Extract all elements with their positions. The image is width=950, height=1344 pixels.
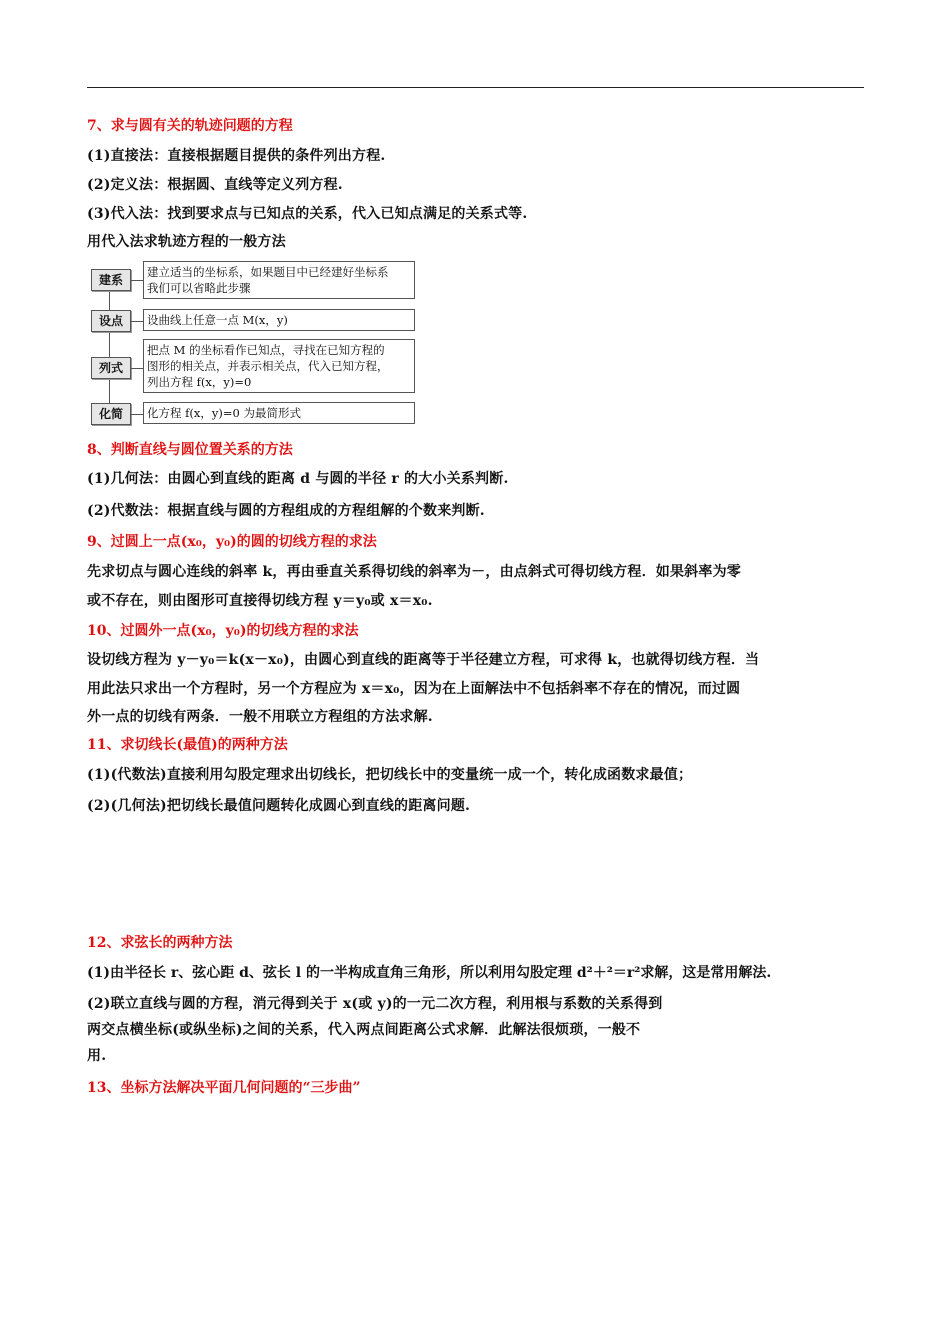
s8-line-1: (1)几何法：由圆心到直线的距离 d 与圆的半径 r 的大小关系判断. — [87, 471, 509, 487]
step-jianxi-desc-line-2: 我们可以省略此步骤 — [147, 281, 251, 295]
step-lieshi: 列式 — [91, 357, 131, 379]
step-huajian-desc — [143, 402, 415, 424]
s8-line-2: (2)代数法：根据直线与圆的方程组成的方程组解的个数来判断. — [87, 503, 485, 519]
flow-spine — [109, 288, 110, 406]
s11-line-2: (2)(几何法)把切线长最值问题转化成圆心到直线的距离问题. — [87, 798, 471, 814]
s7-line-2: (2)定义法：根据圆、直线等定义列方程. — [87, 177, 343, 193]
s7-line-1: (1)直接法：直接根据题目提供的条件列出方程. — [87, 148, 386, 164]
section-12-title: 12、求弦长的两种方法 — [87, 935, 233, 951]
step-jianxi-desc — [143, 261, 415, 299]
connector-1 — [131, 280, 143, 281]
section-13-title: 13、坐标方法解决平面几何问题的“三步曲” — [87, 1080, 361, 1096]
step-lieshi-desc-line-2: 图形的相关点，并表示相关点，代入已知方程， — [147, 359, 389, 373]
s9-line-1: 先求切点与圆心连线的斜率 k，再由垂直关系得切线的斜率为－，由点斜式可得切线方程．如果斜率为零 — [87, 564, 741, 580]
section-7-title: 7、求与圆有关的轨迹问题的方程 — [87, 118, 293, 134]
section-10-title: 10、过圆外一点(x₀，y₀)的切线方程的求法 — [87, 623, 359, 639]
s7-line-3: (3)代入法：找到要求点与已知点的关系，代入已知点满足的关系式等. — [87, 206, 528, 222]
step-shedian: 设点 — [91, 310, 131, 332]
step-lieshi-desc — [143, 339, 415, 393]
s12-line-4: 用. — [87, 1048, 107, 1064]
section-8-title: 8、判断直线与圆位置关系的方法 — [87, 442, 293, 458]
step-huajian: 化简 — [91, 403, 131, 425]
connector-3 — [131, 368, 143, 369]
step-huajian-desc-line-1: 化方程 f(x，y)=0 为最简形式 — [147, 406, 301, 420]
s10-line-2: 用此法只求出一个方程时，另一个方程应为 x＝x₀，因为在上面解法中不包括斜率不存在的情况，而过圆 — [87, 681, 741, 697]
connector-2 — [131, 321, 143, 322]
s7-line-4: 用代入法求轨迹方程的一般方法 — [87, 234, 286, 250]
step-shedian-desc-line-1: 设曲线上任意一点 M(x，y) — [147, 313, 288, 327]
s12-line-2: (2)联立直线与圆的方程，消元得到关于 x(或 y)的一元二次方程，利用根与系数的关系得到 — [87, 996, 663, 1012]
step-lieshi-desc-line-1: 把点 M 的坐标看作已知点，寻找在已知方程的 — [147, 343, 385, 357]
s12-line-1: (1)由半径长 r、弦心距 d、弦长 l 的一半构成直角三角形，所以利用勾股定理 d²＋²＝r²求解，这是常用解法. — [87, 965, 772, 981]
s12-line-3: 两交点横坐标(或纵坐标)之间的关系，代入两点间距离公式求解．此解法很烦琐，一般不 — [87, 1022, 641, 1038]
step-shedian-desc — [143, 309, 415, 331]
trajectory-flowchart — [87, 258, 427, 426]
section-9-title: 9、过圆上一点(x₀，y₀)的圆的切线方程的求法 — [87, 534, 377, 550]
step-lieshi-desc-line-3: 列出方程 f(x，y)=0 — [147, 375, 252, 389]
s10-line-1: 设切线方程为 y－y₀＝k(x－x₀)，由圆心到直线的距离等于半径建立方程，可求得 k，也就得切线方程．当 — [87, 652, 760, 668]
step-jianxi-desc-line-1: 建立适当的坐标系，如果题目中已经建好坐标系 — [147, 265, 389, 279]
section-11-title: 11、求切线长(最值)的两种方法 — [87, 737, 288, 753]
connector-4 — [131, 414, 143, 415]
s11-line-1: (1)(代数法)直接利用勾股定理求出切线长，把切线长中的变量统一成一个，转化成函数求最值； — [87, 767, 693, 783]
top-rule — [87, 87, 864, 88]
s9-line-2: 或不存在，则由图形可直接得切线方程 y＝y₀或 x＝x₀. — [87, 593, 433, 609]
step-jianxi: 建系 — [91, 269, 131, 291]
s10-line-3: 外一点的切线有两条．一般不用联立方程组的方法求解. — [87, 709, 433, 725]
